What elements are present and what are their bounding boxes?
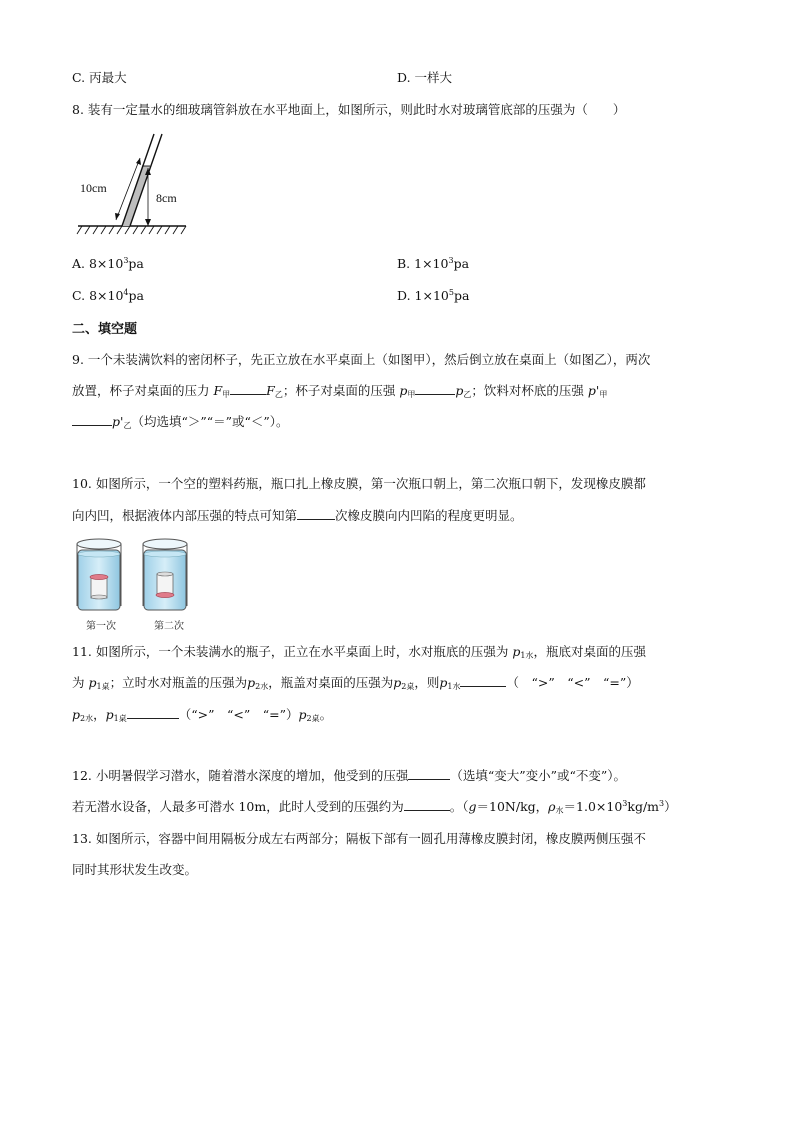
q11-blank-1[interactable] <box>460 674 506 687</box>
q8-option-d: D. $1\times 10^5pa$ <box>397 288 470 303</box>
q9-line3: $p'_乙$（均选填“＞”“＝”或“＜”）。 <box>72 412 289 431</box>
q12-blank-2[interactable] <box>404 798 450 811</box>
q9-line1: 9. 一个未装满饮料的密闭杯子，先正立放在水平桌面上（如图甲），然后倒立放在桌面上（如图乙），两次 <box>72 352 651 367</box>
beaker-first <box>77 539 121 610</box>
q10-blank[interactable] <box>297 507 335 520</box>
q7-option-c: C. 丙最大 <box>72 70 127 85</box>
q13-line1: 13. 如图所示，容器中间用隔板分成左右两部分；隔板下部有一圆孔用薄橡皮膜封闭，橡皮膜两侧压强不 <box>72 831 646 846</box>
caption-second: 第二次 <box>154 621 184 632</box>
q8-tube-figure <box>76 130 190 238</box>
q8-option-c: C. $8\times 10^4pa$ <box>72 288 144 303</box>
q10-line1: 10. 如图所示，一个空的塑料药瓶，瓶口扎上橡皮膜，第一次瓶口朝上，第二次瓶口朝下，发现橡皮膜都 <box>72 476 646 491</box>
q9-blank-3[interactable] <box>72 413 112 426</box>
q8-option-a: A. $8\times 10^3pa$ <box>72 256 144 271</box>
q7-option-d: D. 一样大 <box>397 70 453 85</box>
section-title: 二、填空题 <box>72 322 138 337</box>
q13-line2: 同时其形状发生改变。 <box>72 862 198 877</box>
q9-blank-2[interactable] <box>415 382 455 395</box>
q12-line1: 12. 小明暑假学习潜水，随着潜水深度的增加，他受到的压强 （选填“变大”变小”或“不变”）。 <box>72 768 627 783</box>
q11-line3: $p_{2水}$，$p_{1桌}$ （“>” “<” “$=”)p_{2桌}$。 <box>72 707 333 723</box>
beaker-second <box>143 539 187 610</box>
q11-line2: 为 $p_{1桌}$；立时水对瓶盖的压强为$p_{2水}$，瓶盖对桌面的压强为$p_{2桌}$，则$p_{1水}$ （ “>” “<” “=”） <box>72 675 639 691</box>
label-10cm: 10cm <box>80 181 107 195</box>
q11-line1: 11. 如图所示，一个未装满水的瓶子，正立在水平桌面上时，水对瓶底的压强为 $p_{1水}$，瓶底对桌面的压强 <box>72 644 646 660</box>
label-8cm: 8cm <box>156 191 177 205</box>
caption-first: 第一次 <box>86 621 116 632</box>
q8-option-b: B. $1\times 10^3pa$ <box>397 256 470 271</box>
q12-line2: 若无潜水设备，人最多可潜水 10m，此时人受到的压强约为 。（g＝10N/kg，$\rho_水=1.0\times 10^3kg/m^3$） <box>72 799 677 815</box>
q12-blank-1[interactable] <box>408 767 450 780</box>
q10-bottle-figure <box>74 536 194 616</box>
q8-stem: 8. 装有一定量水的细玻璃管斜放在水平地面上，如图所示，则此时水对玻璃管底部的压强为（ ） <box>72 102 626 117</box>
q11-blank-2[interactable] <box>127 706 179 719</box>
q9-blank-1[interactable] <box>230 382 266 395</box>
q9-line2: 放置，杯子对桌面的压力 $F_甲$ $F_乙$；杯子对桌面的压强 $p_甲$ $p_乙$；饮料对杯底的压强 $p'_甲$ <box>72 383 608 399</box>
q10-line2: 向内凹，根据液体内部压强的特点可知第 次橡皮膜向内凹陷的程度更明显。 <box>72 508 523 523</box>
